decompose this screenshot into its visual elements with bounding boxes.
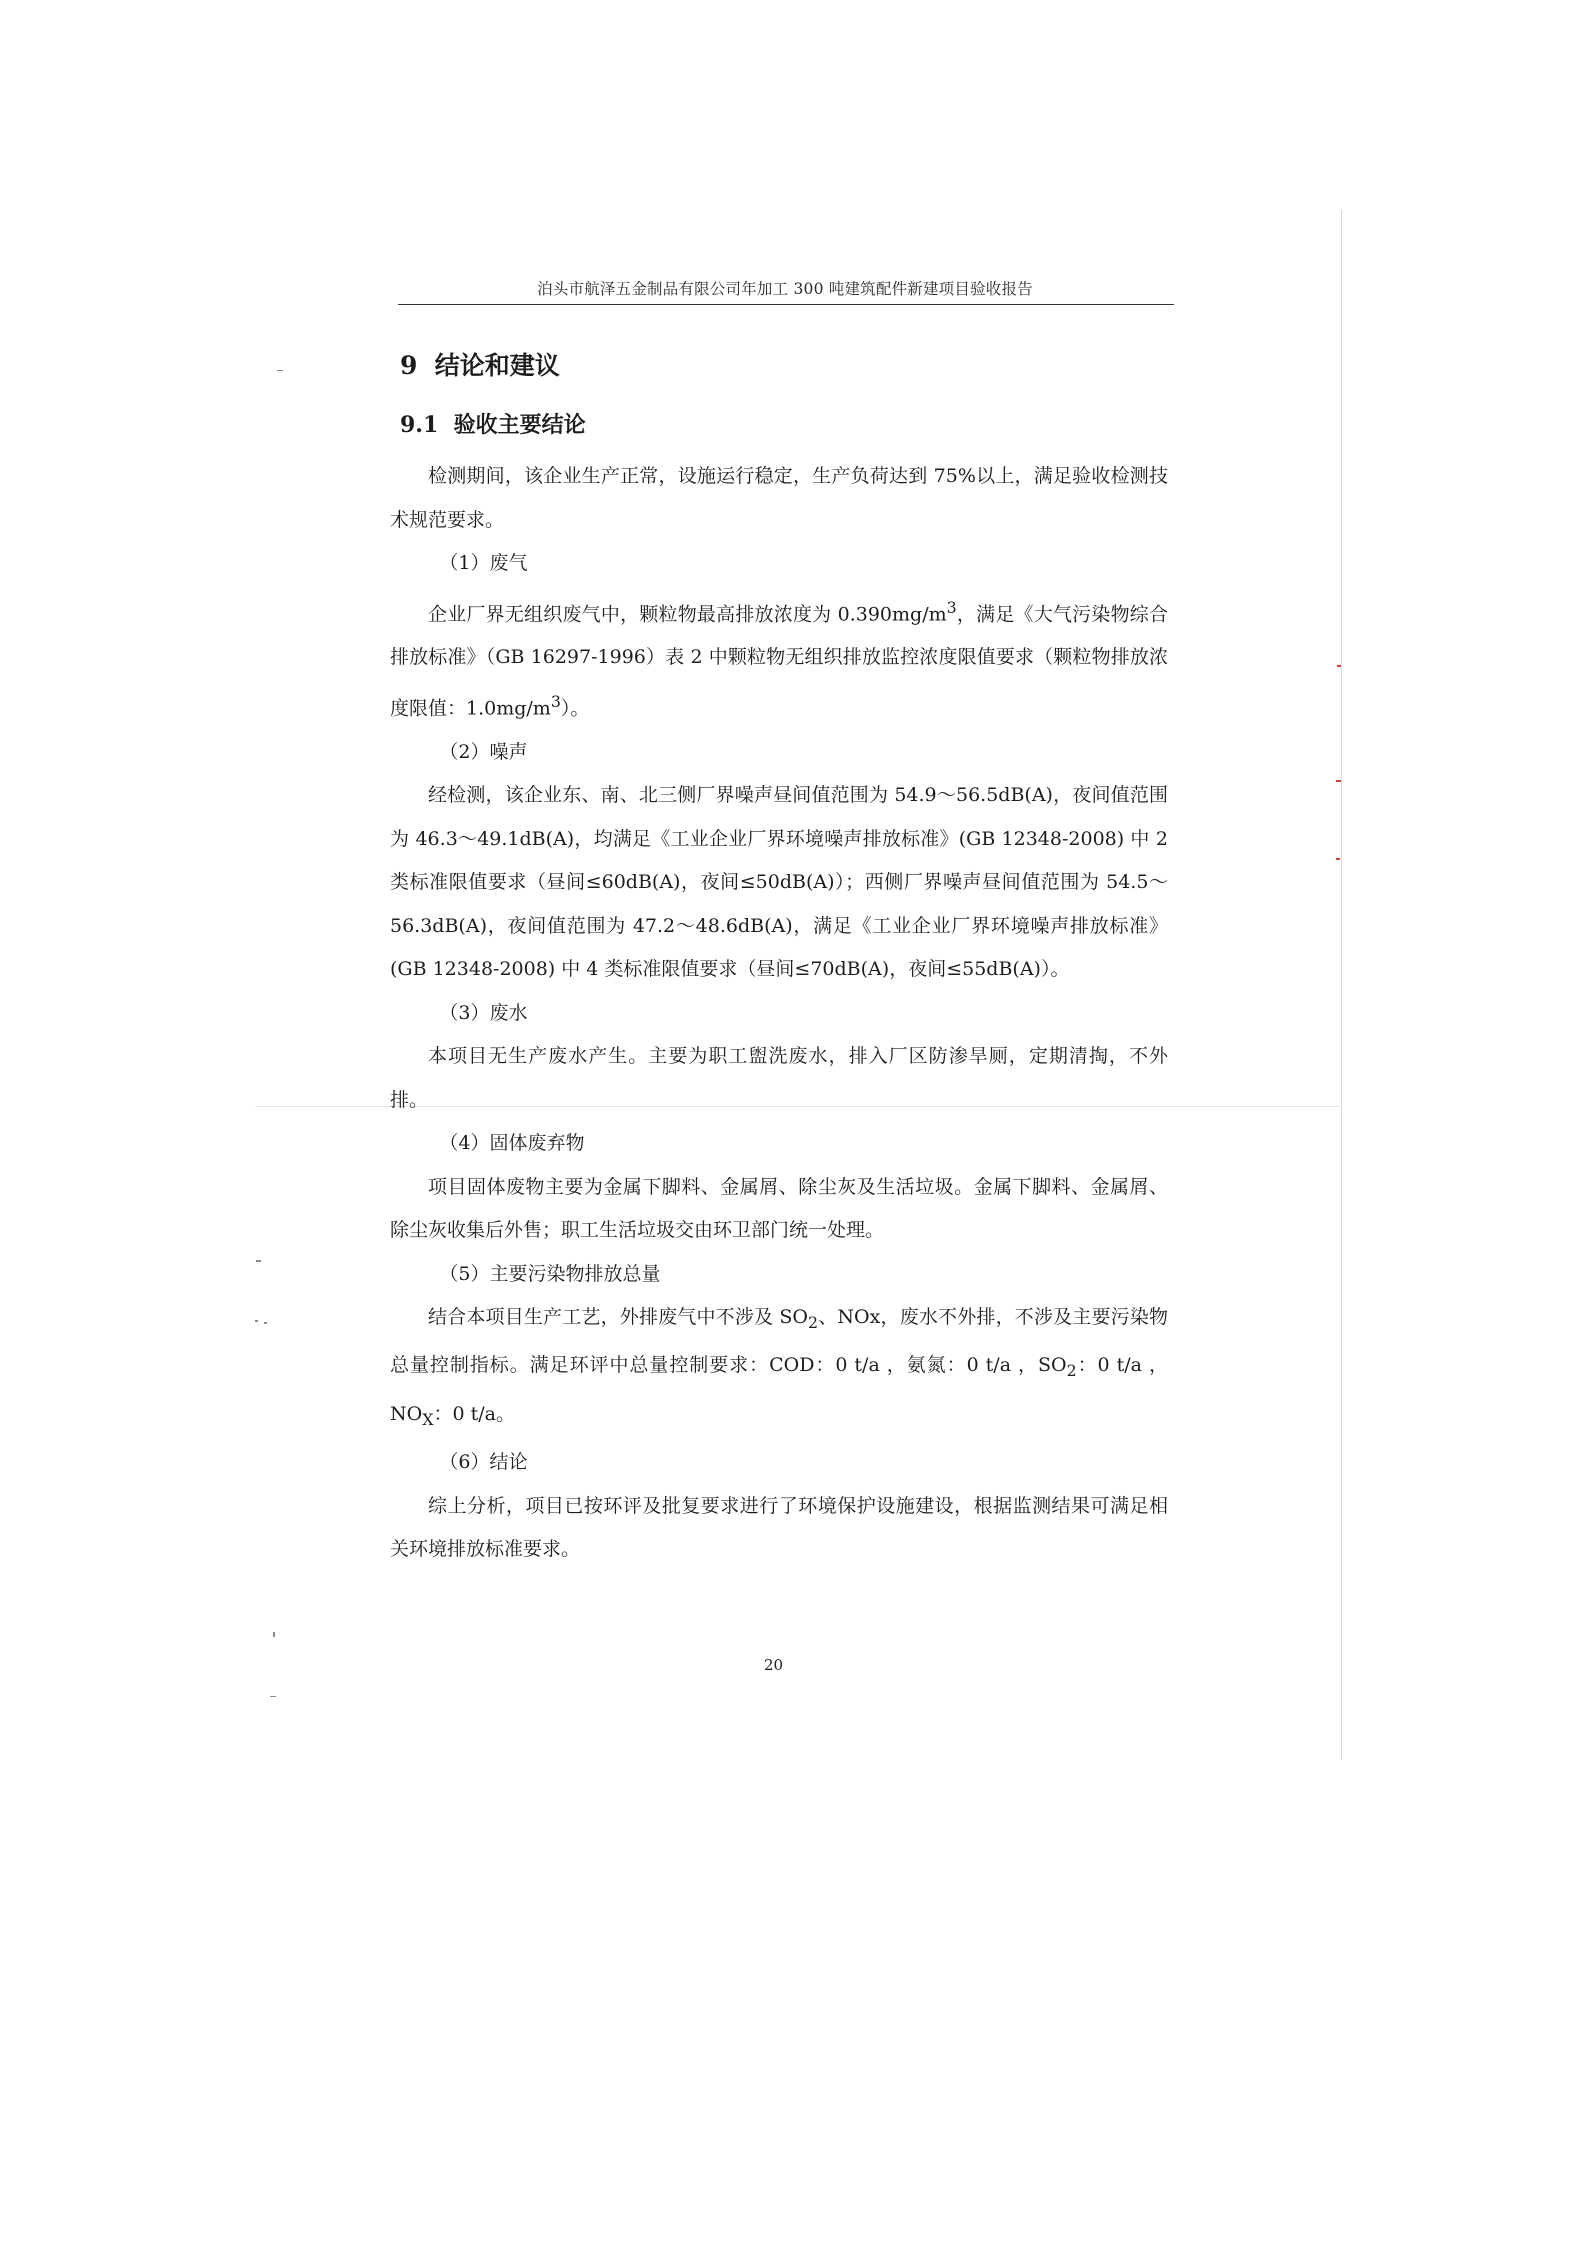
item-label-solid: （4）固体废弃物 [439,1132,585,1155]
scan-speck [1337,665,1341,667]
gas-text-a: 企业厂界无组织废气中，颗粒物最高排放浓度为 0.390mg/m [428,602,947,625]
total-sub-a: 2 [808,1312,819,1332]
scan-speck [256,1260,261,1262]
gas-sup-a: 3 [946,597,957,617]
scan-page-edge [1341,210,1342,1760]
item-text-gas [390,586,1168,731]
scan-speck [264,1322,267,1324]
report-body [390,455,1168,1572]
scan-speck [255,1320,258,1322]
total-sub-b: 2 [1066,1361,1077,1381]
gas-text-b: ，满足《大气污染物综合排放标准》（GB 16297-1996）表 2 中颗粒物无组织排放监控浓度限值要求（颗粒物排放浓度限值：1.0mg/m [390,602,1168,720]
item-label-conclusion: （6）结论 [439,1451,528,1474]
scan-speck [277,370,283,371]
subsection-heading: 9.1 验收主要结论 [400,412,586,438]
item-label-noise: （2）噪声 [439,740,528,763]
item-label-water: （3）废水 [439,1001,528,1024]
total-text-a: 结合本项目生产工艺，外排废气中不涉及 SO [428,1306,808,1329]
item-label-gas: （1）废气 [439,552,528,574]
scan-speck [1336,780,1341,782]
intro-paragraph: 检测期间，该企业生产正常，设施运行稳定，生产负荷达到 75%以上，满足验收检测技术规范要求。 [390,465,1168,531]
item-text-solid: 项目固体废物主要为金属下脚料、金属屑、除尘灰及生活垃圾。金属下脚料、金属屑、除尘灰收集后外售；职工生活垃圾交由环卫部门统一处理。 [390,1175,1168,1242]
total-text-c: ：0 t/a ，NO [390,1354,1168,1425]
item-text-conclusion: 综上分析，项目已按环评及批复要求进行了环境保护设施建设，根据监测结果可满足相关环境排放标准要求。 [390,1494,1168,1561]
running-header: 泊头市航泽五金制品有限公司年加工 300 吨建筑配件新建项目验收报告 [537,280,1033,298]
item-text-total [390,1296,1168,1441]
scan-speck [273,1632,275,1637]
item-label-total: （5）主要污染物排放总量 [439,1262,661,1285]
total-text-b: 、NOx，废水不外排，不涉及主要污染物总量控制指标。满足环评中总量控制要求：COD：0 t/a ，氨氮：0 t/a ，SO [390,1306,1168,1377]
gas-text-c: ）。 [560,697,590,720]
total-text-d: ：0 t/a。 [433,1402,515,1425]
scan-speck [270,1696,276,1697]
item-text-noise: 经检测，该企业东、南、北三侧厂界噪声昼间值范围为 54.9～56.5dB(A)，夜间值范围为 46.3～49.1dB(A)，均满足《工业企业厂界环境噪声排放标准》(GB 12348-2008) 中 2 类标准限值要求（昼间≤60dB(A)，夜间≤50dB(A)）；西侧厂界噪声昼间值范围为 54.5～56.3dB(A)，夜间值范围为 47.2～48.6dB(A)，满足《工业企业厂界环境噪声排放标准》(GB 12348-2008) 中 4 类标准限值要求（昼间≤70dB(A)，夜间≤55dB(A)）。 [390,784,1168,981]
item-text-water: 本项目无生产废水产生。主要为职工盥洗废水，排入厂区防渗旱厕，定期清掏，不外排。 [390,1045,1168,1111]
total-sub-c: X [422,1409,434,1429]
scan-speck [1336,858,1340,860]
section-heading: 9 结论和建议 [400,351,560,380]
page-number: 20 [763,1656,784,1674]
header-rule [398,304,1174,305]
gas-sup-b: 3 [550,691,561,711]
